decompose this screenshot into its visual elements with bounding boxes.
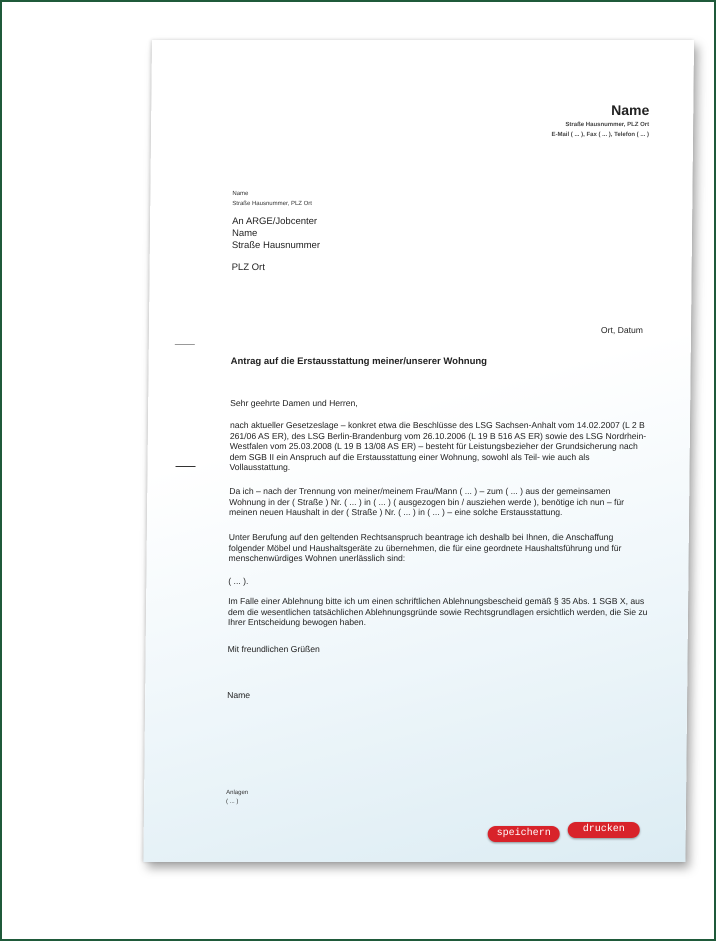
sender-name: Name <box>232 190 249 197</box>
paragraph-5: Im Falle einer Ablehnung bitte ich um einen schriftlichen Ablehnungsbescheid gemäß § 35 Abs. 1 SGB X, aus dem die wesentlichen tatsächlichen Ablehnungsgründe sowie Rechtsgrundlagen ersichtlich werden, die Sie zu Ihrer Entscheidung bewogen haben. <box>227 595 648 628</box>
save-button[interactable]: speichern <box>488 826 560 842</box>
paragraph-1: nach aktueller Gesetzeslage – konkret etwa die Beschlüsse des LSG Sachsen-Anhalt vom 14.02.2007 (L 2 B 261/06 AS ER), des LSG Berlin-Brandenburg vom 26.10.2006 (L 19 B 516 AS ER) sowie des LSG Nordrhein-Westfalen vom 25.03.2008 (L 19 B 13/08 AS ER) – besteht für Leistungsbezieher der Grundsicherung nach dem SGB II ein Anspruch auf die Erstausstattung einer Wohnung, sowohl als Teil- wie auch als Vollausstattung. <box>229 419 647 473</box>
paragraph-3: Unter Berufung auf den geltenden Rechtsanspruch beantrage ich deshalb bei Ihnen, die Anschaffung folgender Möbel und Haushaltsgeräte zu übernehmen, die für eine geordnete Haushaltsführung und für menschenwürdiges Wohnen unerlässlich sind: <box>228 531 622 564</box>
letterhead-contact: E-Mail ( ... ), Fax ( ... ), Telefon ( ... ) <box>551 131 650 138</box>
recipient-line-2: Name <box>231 227 258 239</box>
attachments-label: Anlagen <box>226 789 249 796</box>
paragraph-2: Da ich – nach der Trennung von meiner/meinem Frau/Mann ( ... ) – zum ( ... ) aus der gemeinsamen Wohnung in der ( Straße ) Nr. ( ... ) in ( ... ) ( ausgezogen bin / ausziehen werde ), benötige ich nun – für meinen neuen Haushalt in der ( Straße ) Nr. ( ... ) in ( ... ) – eine solche Erstausstattung. <box>229 485 625 518</box>
letter-subject: Antrag auf die Erstausstattung meiner/unserer Wohnung <box>230 355 488 367</box>
fold-mark-middle <box>176 466 196 467</box>
attachments-value: ( ... ) <box>225 798 239 805</box>
sender-address: Straße Hausnummer, PLZ Ort <box>232 200 313 207</box>
recipient-line-1: An ARGE/Jobcenter <box>232 215 318 227</box>
closing: Mit freundlichen Grüßen <box>227 643 320 654</box>
letterhead-name: Name <box>611 101 650 118</box>
recipient-line-3: Straße Hausnummer <box>231 239 321 251</box>
place-date: Ort, Datum <box>600 324 644 335</box>
print-button[interactable]: drucken <box>568 822 640 838</box>
letter-page <box>143 40 694 862</box>
letterhead-address: Straße Hausnummer, PLZ Ort <box>565 121 650 128</box>
salutation: Sehr geehrte Damen und Herren, <box>230 397 358 408</box>
signature-name: Name <box>227 689 251 700</box>
recipient-line-4: PLZ Ort <box>231 261 265 273</box>
paragraph-4: ( ... ). <box>228 575 249 586</box>
fold-mark-top <box>175 344 195 345</box>
